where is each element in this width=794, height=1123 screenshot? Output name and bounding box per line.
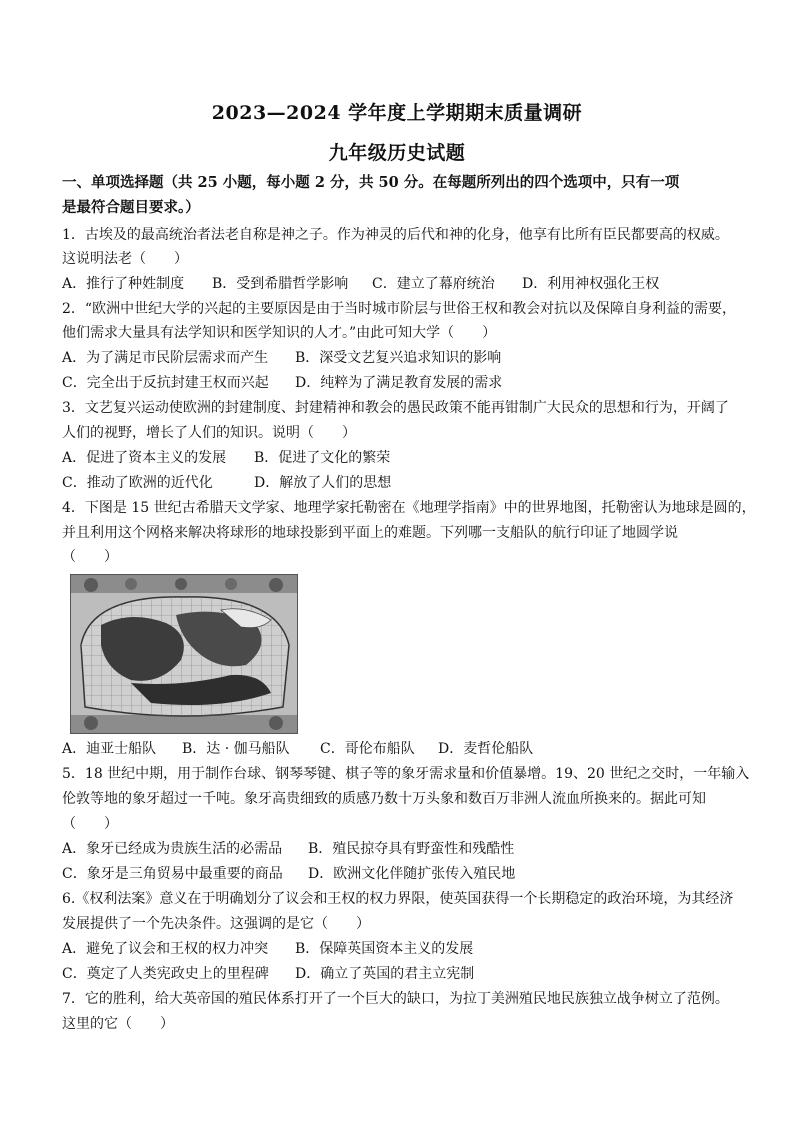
q4-stem-line1: 4．下图是 15 世纪古希腊天文学家、地理学家托勒密在《地理学指南》中的世界地图，托勒密认为地球是圆的，: [62, 500, 756, 516]
q2-stem-line2: 他们需求大量具有法学知识和医学知识的人才。”由此可知大学（ ）: [62, 325, 497, 341]
q5-options-row1: [62, 840, 742, 858]
q6-stem-line1: 6.《权利法案》意义在于明确划分了议会和王权的权力界限，使英国获得一个长期稳定的政治环境，为其经济: [62, 891, 734, 907]
q5-stem-line1: 5．18 世纪中期，用于制作台球、钢琴琴键、棋子等的象牙需求量和价值暴增。19、20 世纪之交时，一年输入: [62, 766, 750, 782]
q4-option-c[interactable]: C．哥伦布船队: [320, 741, 415, 757]
q3-stem-line2: 人们的视野，增长了人们的知识。说明（ ）: [62, 425, 356, 441]
q1-options: [62, 275, 742, 293]
q3-options-row1: [62, 449, 742, 467]
q2-options-row2: [62, 374, 742, 392]
q5-option-b[interactable]: B．殖民掠夺具有野蛮性和残酷性: [308, 841, 515, 857]
q7-stem-line1: 7．它的胜利，给大英帝国的殖民体系打开了一个巨大的缺口，为拉丁美洲殖民地民族独立战争树立了范例。: [62, 991, 729, 1007]
q7-stem-line2: 这里的它（ ）: [62, 1016, 174, 1032]
q3-option-b[interactable]: B．促进了文化的繁荣: [254, 450, 391, 466]
q1-stem-line2: 这说明法老（ ）: [62, 251, 188, 267]
q2-options-row1: [62, 349, 742, 367]
q5-options-row2: [62, 865, 742, 883]
exam-title: 2023—2024 学年度上学期期末质量调研: [211, 102, 583, 124]
q6-stem-line2: 发展提供了一个先决条件。这强调的是它（ ）: [62, 916, 370, 932]
q2-option-d[interactable]: D．纯粹为了满足教育发展的需求: [295, 375, 503, 391]
q1-option-c[interactable]: C．建立了幕府统治: [372, 276, 495, 292]
q5-stem-line2: 伦敦等地的象牙超过一千吨。象牙高贵细致的质感乃数十万头象和数百万非洲人流血所换来的。据此可知: [62, 791, 706, 807]
q3-stem-line1: 3．文艺复兴运动使欧洲的封建制度、封建精神和教会的愚民政策不能再钳制广大民众的思想和行为，开阔了: [62, 400, 729, 416]
q6-option-b[interactable]: B．保障英国资本主义的发展: [295, 941, 474, 957]
q6-option-d[interactable]: D．确立了英国的君主立宪制: [295, 966, 475, 982]
q4-stem-line3: （ ）: [62, 549, 118, 565]
q5-option-c[interactable]: C．象牙是三角贸易中最重要的商品: [62, 866, 283, 882]
q6-option-a[interactable]: A．避免了议会和王权的权力冲突: [62, 941, 269, 957]
section-heading-line1: 一、单项选择题（共 25 小题，每小题 2 分，共 50 分。在每题所列出的四个选项中，只有一项: [62, 174, 680, 191]
q3-option-c[interactable]: C．推动了欧洲的近代化: [62, 475, 213, 491]
q2-option-b[interactable]: B．深受文艺复兴追求知识的影响: [295, 350, 502, 366]
q4-options: [62, 740, 742, 758]
section-heading-line2: 是最符合题目要求。）: [62, 199, 200, 216]
q5-option-a[interactable]: A．象牙已经成为贵族生活的必需品: [62, 841, 283, 857]
q1-stem-line1: 1．古埃及的最高统治者法老自称是神之子。作为神灵的后代和神的化身，他享有比所有臣民都要高的权威。: [62, 227, 729, 243]
q3-options-row2: [62, 474, 742, 492]
q1-option-b[interactable]: B．受到希腊哲学影响: [212, 276, 349, 292]
world-map-illustration: [71, 575, 297, 733]
q1-option-a[interactable]: A．推行了种姓制度: [62, 276, 185, 292]
q4-option-a[interactable]: A．迪亚士船队: [62, 741, 157, 757]
q6-option-c[interactable]: C．奠定了人类宪政史上的里程碑: [62, 966, 269, 982]
q2-option-c[interactable]: C．完全出于反抗封建王权而兴起: [62, 375, 269, 391]
q2-option-a[interactable]: A．为了满足市民阶层需求而产生: [62, 350, 269, 366]
ptolemy-world-map-image: [70, 574, 298, 734]
q4-stem-line2: 并且利用这个网格来解决将球形的地球投影到平面上的难题。下列哪一支船队的航行印证了地圆学说: [62, 525, 678, 541]
q3-option-a[interactable]: A．促进了资本主义的发展: [62, 450, 227, 466]
q2-stem-line1: 2．“欧洲中世纪大学的兴起的主要原因是由于当时城市阶层与世俗王权和教会对抗以及保障自身利益的需要，: [62, 301, 737, 317]
q6-options-row2: [62, 965, 742, 983]
exam-subtitle: 九年级历史试题: [328, 142, 466, 164]
q4-option-b[interactable]: B．达 · 伽马船队: [182, 741, 290, 757]
q3-option-d[interactable]: D．解放了人们的思想: [254, 475, 392, 491]
q4-option-d[interactable]: D．麦哲伦船队: [438, 741, 534, 757]
q5-option-d[interactable]: D．欧洲文化伴随扩张传入殖民地: [308, 866, 516, 882]
q5-stem-line3: （ ）: [62, 816, 118, 832]
q1-option-d[interactable]: D．利用神权强化王权: [522, 276, 660, 292]
q6-options-row1: [62, 940, 742, 958]
